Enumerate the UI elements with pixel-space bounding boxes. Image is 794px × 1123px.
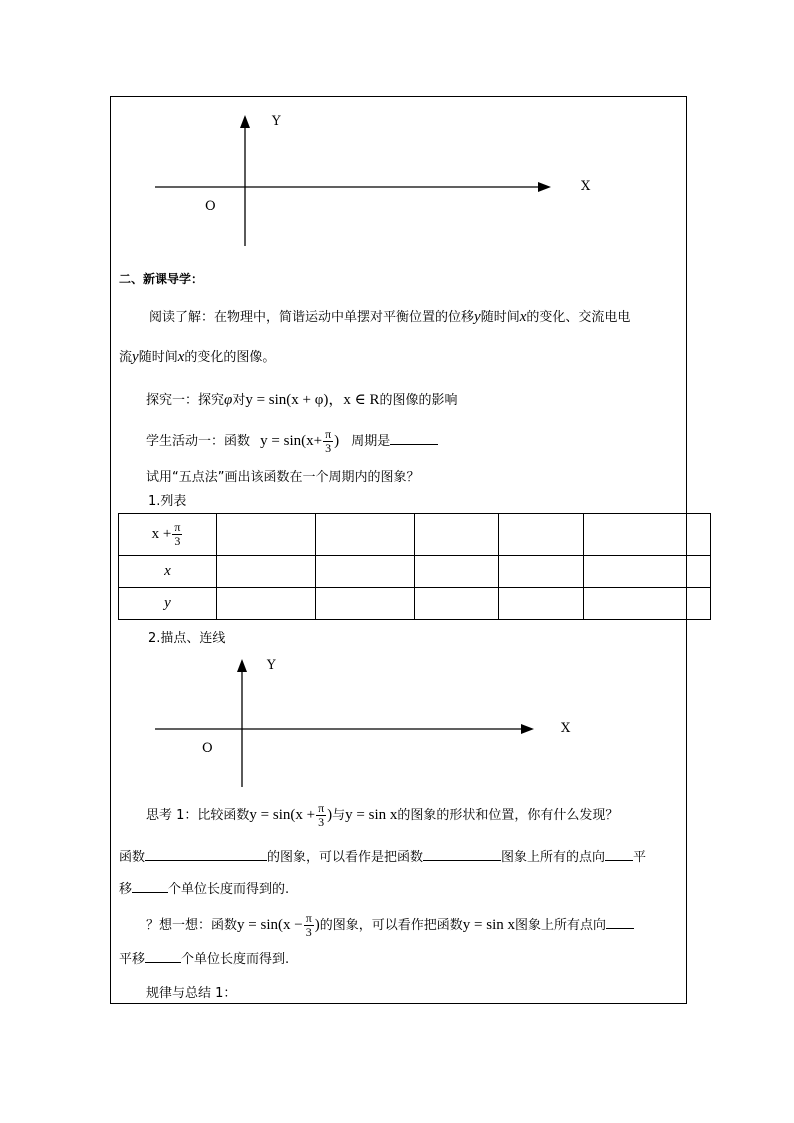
table-cell[interactable] bbox=[217, 588, 316, 620]
row-label-x-plus-pi-3: x + $\frac{\pi}{3}$ bbox=[119, 514, 217, 556]
direction-blank[interactable] bbox=[605, 846, 633, 861]
units-blank[interactable] bbox=[132, 878, 168, 893]
table-cell[interactable] bbox=[499, 556, 584, 588]
table-cell[interactable] bbox=[316, 556, 415, 588]
period-blank[interactable] bbox=[390, 430, 438, 445]
row-label-y: y bbox=[119, 588, 217, 620]
table-cell[interactable] bbox=[415, 588, 499, 620]
base-function-blank[interactable] bbox=[423, 846, 501, 861]
think-1-line-2: 函数 的图象，可以看作是把函数 图象上所有的点向 平 bbox=[119, 846, 646, 865]
step-1-label: 1.列表 bbox=[148, 494, 187, 509]
summary-heading: 规律与总结 1： bbox=[146, 986, 237, 1001]
x-axis-label-2: X bbox=[561, 721, 571, 736]
table-cell[interactable] bbox=[217, 556, 316, 588]
row-label-x: x bbox=[119, 556, 217, 588]
reading-line-2: 流y随时间x的变化的图像。 bbox=[119, 349, 276, 365]
table-cell[interactable] bbox=[584, 556, 711, 588]
think-1-line-1: 思考 1：比较函数y = sin(x + $\frac{\pi}{3}$ )与y = sin x的图象的形状和位置，你有什么发现？ bbox=[146, 801, 619, 829]
reading-line-1: 阅读了解：在物理中，简谐运动中单摆对平衡位置的位移y随时间x的变化、交流电电 bbox=[149, 309, 631, 325]
origin-label-1: O bbox=[205, 199, 216, 214]
table-cell[interactable] bbox=[316, 514, 415, 556]
activity-1: 学生活动一：函数 y = sin(x+ $\frac{\pi}{3}$ ) 周期是 bbox=[146, 428, 438, 455]
x-axis-label-1: X bbox=[581, 179, 591, 194]
think-1-line-3: 移 个单位长度而得到的. bbox=[119, 878, 289, 897]
y-axis-label-2: Y bbox=[267, 658, 276, 673]
table-cell[interactable] bbox=[499, 588, 584, 620]
explore-formula: y = sin(x + φ) bbox=[245, 392, 329, 408]
table-cell[interactable] bbox=[415, 556, 499, 588]
section-heading: 二、新课导学： bbox=[119, 272, 204, 286]
five-point-table bbox=[118, 513, 711, 620]
direction-blank-2[interactable] bbox=[606, 914, 634, 929]
five-point-instruction: 试用“五点法”画出该函数在一个周期内的图象？ bbox=[146, 470, 420, 485]
table-cell[interactable] bbox=[499, 514, 584, 556]
function-blank[interactable] bbox=[145, 846, 267, 861]
units-blank-2[interactable] bbox=[145, 948, 181, 963]
think-2-line-1: ？想一想：函数y = sin(x − $\frac{\pi}{3}$ )的图象，可以看作把函数y = sin x图象上所有点向 bbox=[146, 912, 634, 939]
explore-1: 探究一：探究φ对y = sin(x + φ)，x ∈ R的图像的影响 bbox=[146, 392, 458, 408]
table-cell[interactable] bbox=[584, 514, 711, 556]
table-cell[interactable] bbox=[316, 588, 415, 620]
table-cell[interactable] bbox=[584, 588, 711, 620]
origin-label-2: O bbox=[202, 741, 213, 756]
table-cell[interactable] bbox=[217, 514, 316, 556]
think-2-line-2: 平移 个单位长度而得到. bbox=[119, 948, 289, 967]
step-2-label: 2.描点、连线 bbox=[148, 631, 226, 646]
table-cell[interactable] bbox=[415, 514, 499, 556]
y-axis-label-1: Y bbox=[272, 114, 281, 129]
